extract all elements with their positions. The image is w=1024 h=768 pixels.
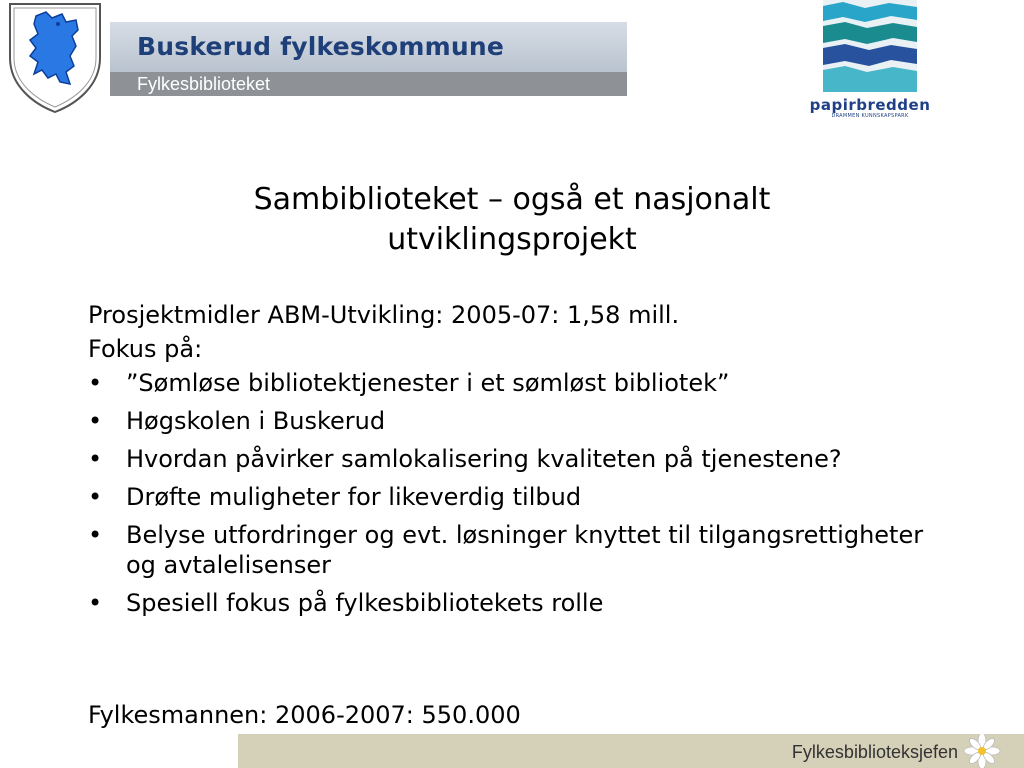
bullet-text: Spesiell fokus på fylkesbibliotekets rolle bbox=[126, 589, 604, 617]
papirbredden-wordmark: papirbredden bbox=[809, 96, 931, 114]
bullet-list bbox=[88, 368, 938, 618]
papirbredden-logo bbox=[805, 0, 935, 124]
bullet-marker: • bbox=[88, 407, 103, 435]
bullet-marker: • bbox=[88, 589, 103, 617]
banner-top bbox=[110, 22, 627, 72]
intro-focus: Fokus på: bbox=[88, 335, 203, 363]
list-item bbox=[88, 588, 938, 618]
list-item bbox=[88, 520, 938, 580]
bullet-marker: • bbox=[88, 521, 103, 549]
footer-bar bbox=[238, 734, 1024, 768]
list-item bbox=[88, 444, 938, 474]
bullet-marker: • bbox=[88, 445, 103, 473]
bullet-text: Hvordan påvirker samlokalisering kvaliteten på tjenestene? bbox=[126, 445, 842, 473]
closing-line: Fylkesmannen: 2006-2007: 550.000 bbox=[88, 701, 521, 729]
intro-funding: Prosjektmidler ABM-Utvikling: 2005-07: 1,58 mill. bbox=[88, 301, 680, 329]
header-banner bbox=[110, 22, 627, 96]
slide-title bbox=[150, 180, 874, 260]
bullet-text: ”Sømløse bibliotektjenester i et sømløst bibliotek” bbox=[126, 369, 730, 397]
banner-subtitle: Fylkesbiblioteket bbox=[137, 74, 271, 94]
papirbredden-tagline: DRAMMEN KUNNSKAPSPARK bbox=[831, 113, 909, 119]
papirbredden-waves-icon bbox=[805, 0, 935, 95]
list-item bbox=[88, 482, 938, 512]
flower-icon bbox=[962, 734, 1002, 768]
list-item bbox=[88, 368, 938, 398]
banner-bottom bbox=[110, 72, 627, 96]
bullet-text: Høgskolen i Buskerud bbox=[126, 407, 386, 435]
banner-title: Buskerud fylkeskommune bbox=[137, 32, 505, 61]
bullet-text: Drøfte muligheter for likeverdig tilbud bbox=[126, 483, 582, 511]
footer-label: Fylkesbiblioteksjefen bbox=[791, 742, 958, 762]
buskerud-crest-icon bbox=[6, 0, 104, 114]
slide-title-line1: Sambiblioteket – også et nasjonalt bbox=[253, 182, 771, 217]
slide-body bbox=[88, 298, 938, 626]
bullet-marker: • bbox=[88, 369, 103, 397]
bullet-marker: • bbox=[88, 483, 103, 511]
bullet-text: Belyse utfordringer og evt. løsninger knyttet til tilgangsrettigheter og avtalelisenser bbox=[126, 521, 924, 579]
slide-title-line2: utviklingsprojekt bbox=[387, 222, 637, 257]
list-item bbox=[88, 406, 938, 436]
